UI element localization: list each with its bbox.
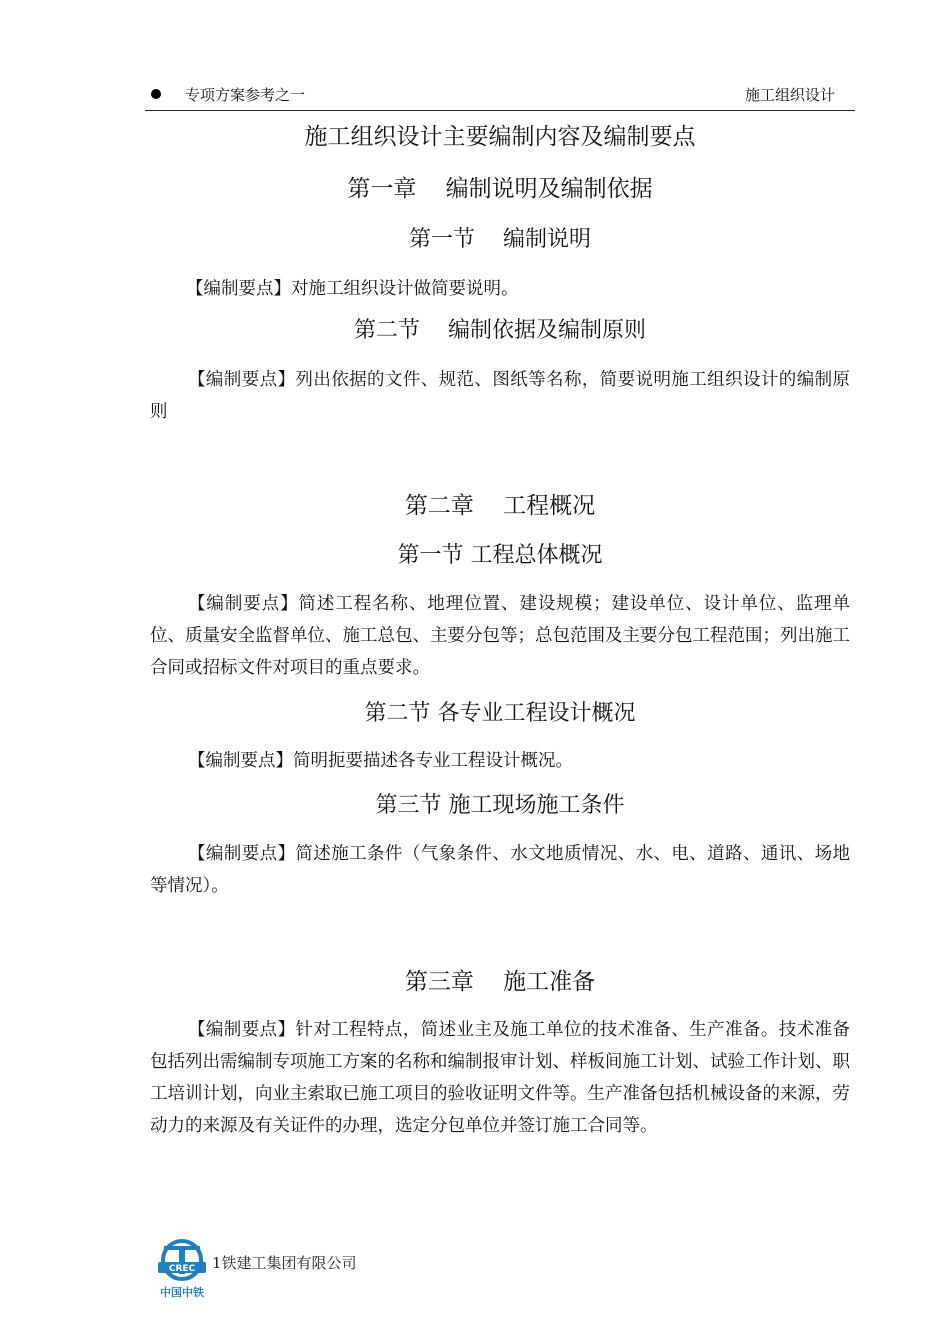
- chapter-2-section-3-title: 第三节 施工现场施工条件: [375, 793, 625, 818]
- chapter-1-section-1-title: 第一节 编制说明: [409, 227, 591, 252]
- company-name: 1铁建工集团有限公司: [212, 1254, 357, 1272]
- chapter-3-title: 第三章 施工准备: [404, 969, 596, 995]
- chapter-3-text: 【编制要点】针对工程特点，简述业主及施工单位的技术准备、生产准备。技术准备包括列出需编制专项施工方案的名称和编制报审计划、样板间施工计划、试验工作计划、职工培训计划，向业主索取已施工项目的验收证明文件等。生产准备包括机械设备的来源，劳动力的来源及有关证件的办理，选定分包单位并签订施工合同等。: [150, 1020, 850, 1136]
- logo-mark-text: CREC: [168, 1264, 196, 1274]
- chapter-2-section-2-text: 【编制要点】简明扼要描述各专业工程设计概况。: [188, 751, 573, 771]
- chapter-2-title: 第二章 工程概况: [404, 493, 596, 519]
- chapter-2-section-1-title: 第一节 工程总体概况: [397, 543, 603, 568]
- chapter-1-section-2-title: 第二节 编制依据及编制原则: [354, 318, 646, 343]
- header-right-text: 施工组织设计: [744, 86, 835, 104]
- chapter-2-section-3-text: 【编制要点】简述施工条件（气象条件、水文地质情况、水、电、道路、通讯、场地等情况）。: [150, 844, 850, 896]
- chapter-1-title: 第一章 编制说明及编制依据: [347, 176, 653, 202]
- chapter-2-section-1-text: 【编制要点】简述工程名称、地理位置、建设规模；建设单位、设计单位、监理单位、质量安全监督单位、施工总包、主要分包等；总包范围及主要分包工程范围；列出施工合同或招标文件对项目的重点要求。: [150, 594, 850, 678]
- crec-logo-icon: [150, 1238, 214, 1302]
- chapter-1-section-1-text: 【编制要点】对施工组织设计做简要说明。: [186, 279, 519, 299]
- chapter-1-section-2-text: 【编制要点】列出依据的文件、规范、图纸等名称，简要说明施工组织设计的编制原则: [150, 370, 850, 422]
- chapter-2-section-2-title: 第二节 各专业工程设计概况: [364, 701, 636, 726]
- header-left-text: 专项方案参考之一: [185, 86, 306, 104]
- bullet-icon: [151, 89, 161, 99]
- document-title: 施工组织设计主要编制内容及编制要点: [304, 124, 696, 150]
- page-footer: [150, 1238, 450, 1308]
- logo-caption-text: 中国中铁: [160, 1286, 204, 1299]
- page-header: [145, 80, 855, 111]
